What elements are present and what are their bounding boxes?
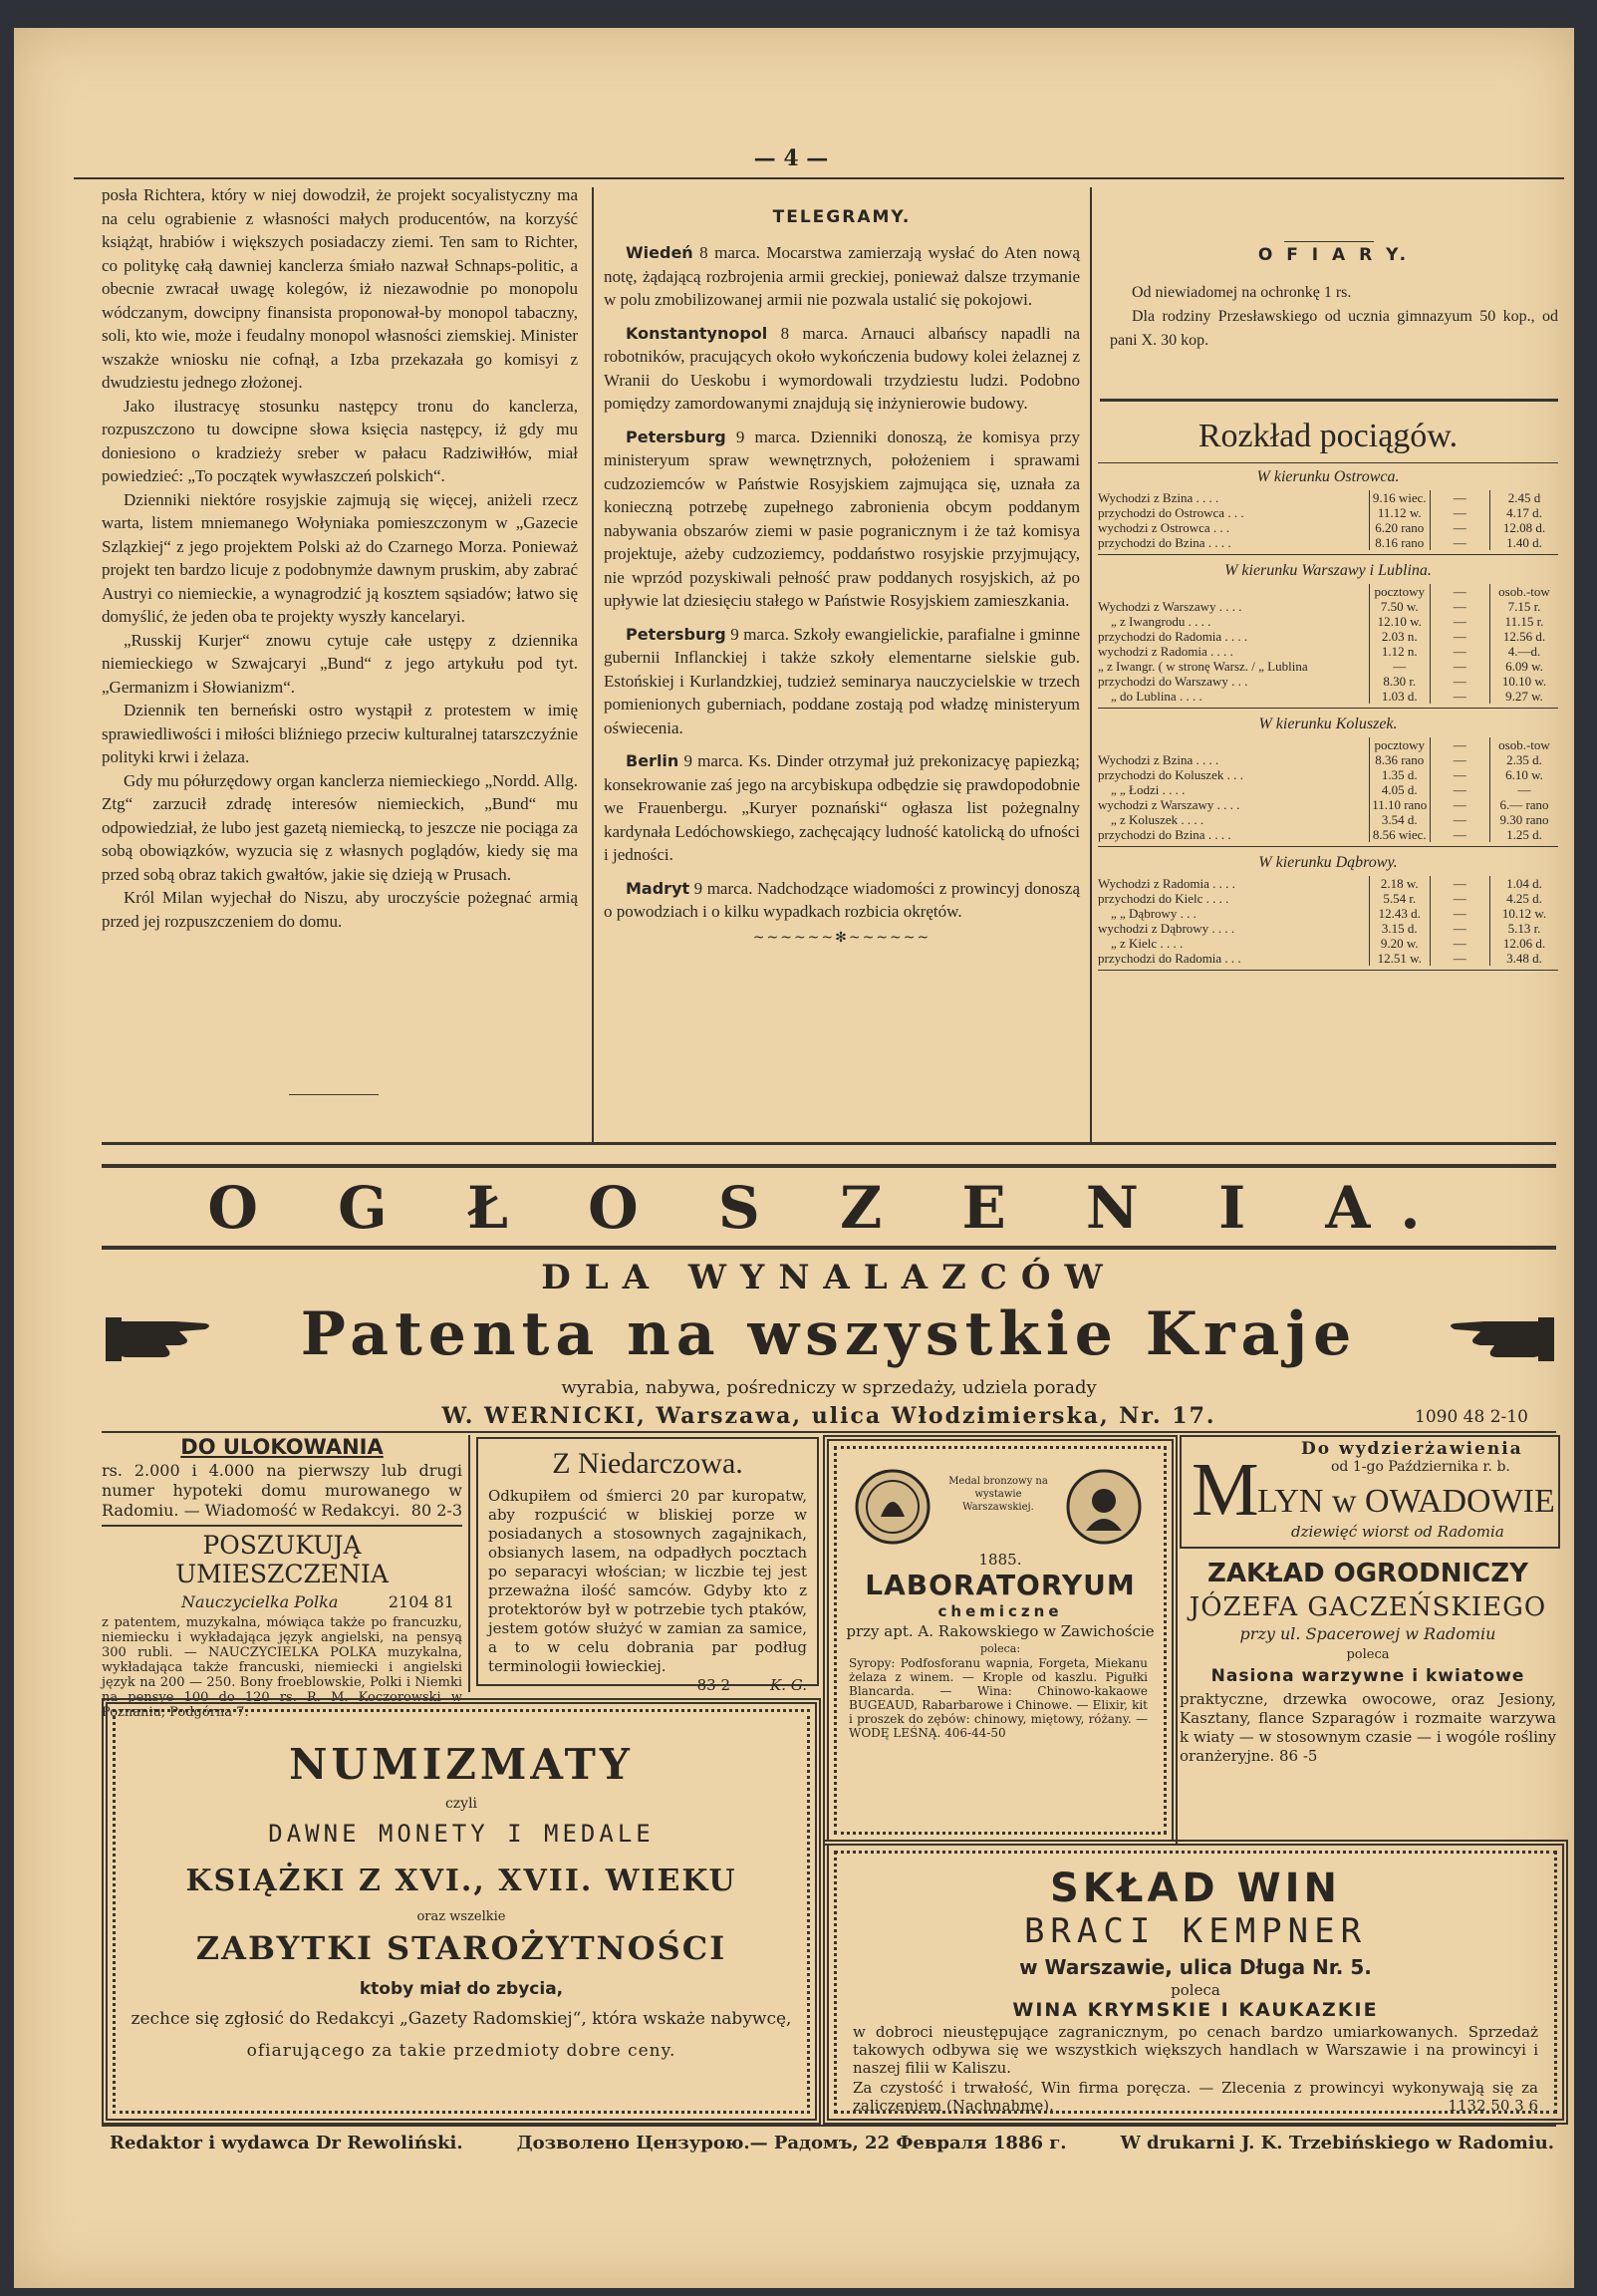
time-secondary: 7.15 r. <box>1489 599 1558 614</box>
telegram-item <box>604 749 1080 867</box>
time-primary: — <box>1369 659 1431 674</box>
time-secondary: 11.15 r. <box>1489 614 1558 629</box>
mlyn-subtitle: dziewięć wiorst od Radomia <box>1291 1523 1504 1541</box>
sklad-wines: WINA KRYMSKIE I KAUKAZKIE <box>1012 1999 1379 2021</box>
lab-text <box>849 1656 1148 1740</box>
timetable-row <box>1098 921 1558 936</box>
time-secondary: 12.56 d. <box>1489 629 1558 644</box>
time-secondary: 4.25 d. <box>1489 891 1558 906</box>
timetable-row <box>1098 505 1558 520</box>
time-primary: 8.36 rano <box>1369 752 1431 767</box>
station-label: wychodzi z Dąbrowy . . . . <box>1098 921 1235 936</box>
lab-subtitle: chemiczne <box>937 1602 1063 1620</box>
time-primary: 8.16 rano <box>1369 535 1431 550</box>
mlyn-title: LYN w OWADOWIE <box>1257 1483 1555 1520</box>
telegram-city: Konstantynopol <box>626 323 768 343</box>
numizmaty-line6: ofiarującego za takie przedmioty dobre ceny. <box>246 2041 676 2061</box>
small-ads-column <box>102 1435 462 1720</box>
newspaper-page <box>14 28 1574 2288</box>
separator: — <box>1453 767 1466 782</box>
time-primary: 12.10 w. <box>1369 614 1431 629</box>
lab-code: 406-44-50 <box>944 1726 1006 1740</box>
timetable-section-rule <box>1098 846 1558 847</box>
station-label <box>1098 584 1369 599</box>
station-label: „ z Iwangrodu . . . . <box>1098 614 1211 629</box>
page-number: — 4 — <box>753 145 829 171</box>
banner-bottom-rule <box>102 1246 1556 1250</box>
umieszczenia-text: z patentem, muzykalna, mówiąca także po francuzku, niemiecku i wykładająca język angielski, na pensyą 300 rubli. — NAUCZYCIELKA POLKA muzykalna, wykładająca także francuski, niemiecki i angielski język na 200 — 250. Bony froeblowskie, Polki i Niemki na pensye 100 do 120 rs. R. M. Koczorowski w Poznaniu, Podgórna 7. <box>102 1615 462 1720</box>
time-secondary: 3.48 d. <box>1489 951 1558 966</box>
separator: — <box>1453 921 1466 936</box>
station-label: Wychodzi z Bzina . . . . <box>1098 752 1219 767</box>
ogrodniczy-ad <box>1180 1553 1556 1852</box>
ogrodniczy-poleca: poleca <box>1346 1647 1390 1662</box>
patent-line2: Patenta na wszystkie Kraje <box>300 1299 1358 1369</box>
separator: — <box>1453 535 1466 550</box>
timetable-header-row <box>1098 584 1558 599</box>
niedarczowa-signature: K. G. <box>770 1676 807 1694</box>
banner-top-rule <box>102 1164 1556 1168</box>
time-secondary: 12.08 d. <box>1489 520 1558 535</box>
station-label: wychodzi z Radomia . . . . <box>1098 644 1233 659</box>
station-label: przychodzi do Warszawy . . . <box>1098 674 1248 689</box>
telegram-text: 8 marca. Arnauci albańscy napadli na robotników, pracujących około wykończenia budowy kolei żelaznej z Wranii do Ueskobu i wymordowali trzydziestu ludzi. Podobno pomiędzy zamordowanymi znajdują się inżynierowie budowy. <box>604 323 1080 413</box>
station-label: „ „ Łodzi . . . . <box>1098 782 1186 797</box>
medal-text: Medal bronzowy na wystawie Warszawskiej. <box>948 1476 1048 1513</box>
time-primary: 12.51 w. <box>1369 951 1431 966</box>
sklad-text2 <box>853 2079 1538 2115</box>
sklad-poleca: poleca <box>1171 1981 1220 1999</box>
sklad-code: 1132 50 3 6 <box>1448 2097 1538 2115</box>
ogrodniczy-title1: ZAKŁAD OGRODNICZY <box>1207 1559 1528 1588</box>
time-secondary: — <box>1489 782 1558 797</box>
time-primary: 2.18 w. <box>1369 876 1431 891</box>
time-primary: 9.16 wiec. <box>1369 490 1431 505</box>
station-label <box>1098 737 1369 752</box>
patent-code: 1090 48 2-10 <box>1415 1407 1528 1427</box>
timetable-row <box>1098 812 1558 827</box>
station-label: przychodzi do Radomia . . . <box>1098 951 1241 966</box>
paragraph: Gdy mu półurzędowy organ kanclerza niemieckiego „Nordd. Allg. Ztg“ zarzucił zdradę interesów niemieckich, „Bund“ mu odpowiedział, że lubo jest gazetą niemiecką, to jeszcze nie pociąga za sobą obowiązków, wyzucia się z własnych poglądów, kiedy się ma przed sobą obraz takich gwałtów, jakie się dzieją w Prusach. <box>102 770 578 884</box>
separator: — <box>1453 782 1466 797</box>
column-divider <box>592 187 594 1144</box>
numizmaty-czyli: czyli <box>444 1796 478 1812</box>
separator: — <box>1453 737 1466 752</box>
separator: — <box>1453 797 1466 812</box>
telegram-item <box>604 623 1080 740</box>
station-label: „ z Iwangr. ( w stronę Warsz. / „ Lublina <box>1098 659 1308 674</box>
station-label: Wychodzi z Radomia . . . . <box>1098 876 1235 891</box>
patent-line1: DLA WYNALAZCÓW <box>541 1258 1117 1297</box>
separator: — <box>1453 490 1466 505</box>
station-label: przychodzi do Radomia . . . . <box>1098 629 1248 644</box>
time-secondary: 10.12 w. <box>1489 906 1558 921</box>
footer <box>110 2133 1554 2153</box>
patent-line3: wyrabia, nabywa, pośredniczy w sprzedaży, udziela porady <box>561 1377 1097 1398</box>
time-primary: 8.30 r. <box>1369 674 1431 689</box>
station-label: „ do Lublina . . . . <box>1098 689 1202 704</box>
telegram-item <box>604 426 1080 613</box>
station-label: przychodzi do Kielc . . . . <box>1098 891 1229 906</box>
timetable-section-title: W kierunku Ostrowca. <box>1256 468 1400 485</box>
sklad-text2-body: Za czystość i trwałość, Win firma poręcza. — Zlecenia z prowincyi wykonywają się za zaliczeniem (Nachnahme). <box>853 2079 1538 2115</box>
rule <box>1098 462 1558 463</box>
timetable-row <box>1098 797 1558 812</box>
time-secondary: 1.40 d. <box>1489 535 1558 550</box>
patent-ad <box>100 1254 1558 1433</box>
time-secondary: 10.10 w. <box>1489 674 1558 689</box>
station-label: „ z Koluszek . . . . <box>1098 812 1204 827</box>
numizmaty-line4: ktoby miał do zbycia, <box>359 1979 564 1999</box>
separator: — <box>1453 629 1466 644</box>
niedarczowa-code: 83 2 <box>696 1676 731 1694</box>
sklad-address: w Warszawie, ulica Długa Nr. 5. <box>1019 1955 1372 1979</box>
telegram-item <box>604 877 1080 924</box>
time-primary: 11.10 rano <box>1369 797 1431 812</box>
ogrodniczy-text <box>1180 1690 1556 1766</box>
ogrodniczy-product: Nasiona warzywne i kwiatowe <box>1210 1666 1525 1686</box>
paragraph: Jako ilustracyę stosunku następcy tronu do kanclerza, rozpuszczono tu dowcipne słowa księcia następcy, iż gdy mu doniesiono o kradzieży sreber w pałacu Radziwiłłów, miał powiedzieć: „To początek wywłaszczeń polskich“. <box>102 396 578 485</box>
timetable-row <box>1098 891 1558 906</box>
umieszczenia-subline <box>102 1592 462 1611</box>
mlyn-top: Do wydzierżawienia <box>1301 1439 1523 1459</box>
time-secondary: 9.27 w. <box>1489 689 1558 704</box>
station-label: Wychodzi z Warszawy . . . . <box>1098 599 1242 614</box>
ads-banner: O G Ł O S Z E N I A. <box>207 1174 1451 1242</box>
separator: — <box>1453 876 1466 891</box>
mlyn-ad <box>1180 1435 1560 1549</box>
lab-poleca: poleca: <box>979 1642 1021 1655</box>
time-secondary: 4.17 d. <box>1489 505 1558 520</box>
ulokowania-text <box>102 1461 462 1521</box>
separator: — <box>1453 599 1466 614</box>
ofiary-heading: O F I A R Y. <box>1257 245 1411 265</box>
time-primary: 12.43 d. <box>1369 906 1431 921</box>
footer-editor: Redaktor i wydawca Dr Rewoliński. <box>110 2133 463 2153</box>
time-secondary: 6.10 w. <box>1489 767 1558 782</box>
column-divider <box>1090 187 1092 1144</box>
timetable-row <box>1098 689 1558 704</box>
medal-icon <box>853 1467 932 1547</box>
ulokowania-title: DO ULOKOWANIA <box>180 1435 384 1459</box>
telegrams-column <box>604 207 1080 946</box>
station-label: „ „ Dąbrowy . . . <box>1098 906 1197 921</box>
niedarczowa-ad <box>476 1437 819 1694</box>
station-label: przychodzi do Koluszek . . . <box>1098 767 1243 782</box>
numizmaty-line1: DAWNE MONETY I MEDALE <box>268 1820 655 1848</box>
time-primary: 3.54 d. <box>1369 812 1431 827</box>
timetable-row <box>1098 629 1558 644</box>
timetable-row <box>1098 520 1558 535</box>
time-secondary: 9.30 rano <box>1489 812 1558 827</box>
separator: — <box>1453 505 1466 520</box>
telegram-city: Petersburg <box>626 624 726 644</box>
separator: — <box>1453 659 1466 674</box>
separator: — <box>1453 584 1466 599</box>
timetable-row <box>1098 951 1558 966</box>
section-rule <box>102 1431 1556 1433</box>
footer-rule <box>102 2125 1556 2127</box>
sklad-text1: w dobroci nieustępujące zagranicznym, po cenach bardzo umiarkowanych. Sprzedaż takowych odbywa się we wszystkich większych handlach w Warszawie i na prowincyi i naszej filii w Kaliszu. <box>853 2023 1538 2077</box>
ogrodniczy-body: praktyczne, drzewka owocowe, oraz Jesiony, Kasztany, flance Szparagów i rozmaite warzywa k wiaty — w stosownym czasie — i wogóle rośliny oranżeryjne. <box>1180 1690 1556 1765</box>
separator: — <box>1453 644 1466 659</box>
telegram-text: 9 marca. Nadchodzące wiadomości z prowincyj donoszą o powodziach i o kilku wypadkach rozbicia okrętów. <box>604 878 1081 921</box>
time-secondary: 6.09 w. <box>1489 659 1558 674</box>
ofiary-line: Od niewiadomej na ochronkę 1 rs. <box>1132 284 1352 301</box>
patent-line4: W. WERNICKI, Warszawa, ulica Włodzimierska, Nr. 17. <box>441 1403 1216 1429</box>
ulokowania-code: 80 2-3 <box>410 1501 462 1520</box>
time-primary: 1.03 d. <box>1369 689 1431 704</box>
left-column <box>102 183 578 933</box>
footer-printer: W drukarni J. K. Trzebińskiego w Radomiu. <box>1120 2133 1554 2153</box>
paragraph: Dzienniki niektóre rosyjskie zajmują się więcej, aniżeli rzecz warta, listem mniemanego Wołyniaka pomieszczonym w „Gazecie Szlązkiej“ z jego projektem Polski aż do Czarnego Morza. Ponieważ projekt ten bardzo licuje z podobnymże dawnym pruskim, aby zabrać Austryi co niemieckie, a wynagrodzić ją kosztem sąsiadów; łatwo się domyślić, że jeden oba te projekty wyszły kancelaryi. <box>102 489 578 626</box>
time-primary: 1.12 n. <box>1369 644 1431 659</box>
lab-body: Syropy: Podfosforanu wapnia, Forgeta, Miekanu żelaza z winem. — Krople od kaszlu. Pigułki Blancarda. — Wina: Chinowo-kakaowe BUGEAUD, Rabarbarowe i Chinowe. — Elixir, kit i proszek do zębów: chinowy, miętowy, różany. — WODĘ LEŚNĄ. <box>849 1656 1148 1740</box>
timetable-sections <box>1098 469 1558 971</box>
column-divider <box>468 1435 470 1692</box>
separator: — <box>1453 614 1466 629</box>
ogrodniczy-title2: JÓZEFA GACZEŃSKIEGO <box>1189 1592 1547 1622</box>
station-label: przychodzi do Bzina . . . . <box>1098 535 1231 550</box>
timetable-row <box>1098 752 1558 767</box>
telegram-text: 9 marca. Ks. Dinder otrzymał już prekonizacyę papiezką; konsekrowanie zaś jego na arcybiskupa odbędzie się prawdopodobnie we Frauenbergu. „Kuryer poznański“ ogłasza list pożegnalny kardynała Ledóchowskiego, zachęcający ludność katolicką do ufności i jedności. <box>604 751 1080 864</box>
lab-year: 1885. <box>978 1551 1022 1569</box>
lab-owner: przy apt. A. Rakowskiego w Zawichoście <box>846 1622 1155 1640</box>
numizmaty-ad <box>102 1698 821 2125</box>
timetable-section-rule <box>1098 708 1558 709</box>
time-primary: 6.20 rano <box>1369 520 1431 535</box>
telegram-text: 9 marca. Szkoły ewangielickie, parafialne i gminne gubernii Inflanckiej i także szkoły elementarne sielskie gub. Estońskiej i Kurlandzkiej, tudzież seminarya nauczycielskie w trzech pomienionych guberniach, poddane zostają pod władzę ministeryum oświecenia. <box>604 624 1080 737</box>
timetable-section-title: W kierunku Koluszek. <box>1258 716 1398 732</box>
niedarczowa-title: Z Niedarczowa. <box>552 1447 743 1480</box>
section-rule <box>102 1142 1556 1145</box>
telegram-city: Madryt <box>626 878 690 898</box>
laboratorium-ad <box>823 1435 1178 1846</box>
numizmaty-line5: zechce się zgłosić do Redakcyi „Gazety Radomskiej“, która wskaże nabywcę, <box>131 2009 792 2029</box>
mlyn-title-initial: M <box>1192 1448 1259 1532</box>
paragraph: posła Richtera, który w niej dowodził, że projekt socyalistyczny ma na celu ograbienie z własności małych producentów, na korzyść książąt, hrabiów i większych posiadaczy ziemi. Ten sam to Richter, co politykę całą dawniej kanclerza śmiało nazwał Schnaps-politic, a obecnie zwracał uwagę kolegów, iż niezawodnie po monopolu wódczanym, dowcipny finansista proponował-by monopol tabaczny, soli, kto wie, może i feudalny monopol własności ziemskiej. Minister wszakże wniosku nie cofnął, a Izba przekazała go komisyi z dwudziestu jednego złożonej. <box>102 185 578 392</box>
time-primary: 5.54 r. <box>1369 891 1431 906</box>
top-rule <box>74 177 1564 179</box>
time-secondary: 2.35 d. <box>1489 752 1558 767</box>
mlyn-date: od 1-go Października r. b. <box>1331 1459 1510 1475</box>
timetable-row <box>1098 614 1558 629</box>
separator: — <box>1453 689 1466 704</box>
station-label: przychodzi do Ostrowca . . . <box>1098 505 1244 520</box>
time-secondary: 12.06 d. <box>1489 936 1558 951</box>
timetable-row <box>1098 876 1558 891</box>
timetable-header-row <box>1098 737 1558 752</box>
timetable-row <box>1098 490 1558 505</box>
time-secondary: 1.25 d. <box>1489 827 1558 842</box>
time-primary: 4.05 d. <box>1369 782 1431 797</box>
timetable-row <box>1098 644 1558 659</box>
numizmaty-line3: ZABYTKI STAROŻYTNOŚCI <box>195 1929 727 1967</box>
time-primary: 3.15 d. <box>1369 921 1431 936</box>
time-secondary: 1.04 d. <box>1489 876 1558 891</box>
station-label: Wychodzi z Bzina . . . . <box>1098 490 1219 505</box>
niedarczowa-text: Odkupiłem od śmierci 20 par kuropatw, aby rozpuścić w bliskiej porze w posiadanych a stosownych zagajnikach, obsianych lasem, na odpadłych pocztach po separacyi włościan; w liczbie tej jest przeważna ilość samców. Gdyby kto z protektorów był w potrzebie tych ptaków, jestem gotów służyć w zamian za samice, a to w celu dobrania par podług terminologii łowieckiej. <box>488 1487 807 1675</box>
separator: — <box>1453 827 1466 842</box>
timetable-section-rule <box>1098 970 1558 971</box>
separator: — <box>1453 906 1466 921</box>
separator: — <box>1453 936 1466 951</box>
telegram-item <box>604 322 1080 416</box>
time-secondary: 4.—d. <box>1489 644 1558 659</box>
sklad-firm: BRACI KEMPNER <box>1023 1911 1368 1951</box>
time-primary: 9.20 w. <box>1369 936 1431 951</box>
timetable-row <box>1098 674 1558 689</box>
ogrodniczy-code: 86 -5 <box>1278 1747 1318 1765</box>
time-primary: pocztowy <box>1369 584 1431 599</box>
timetable-row <box>1098 782 1558 797</box>
timetable-row <box>1098 767 1558 782</box>
section-rule <box>1100 399 1558 402</box>
time-primary: pocztowy <box>1369 737 1431 752</box>
time-primary: 8.56 wiec. <box>1369 827 1431 842</box>
ogrodniczy-address: przy ul. Spacerowej w Radomiu <box>1239 1624 1496 1643</box>
station-label: wychodzi z Warszawy . . . . <box>1098 797 1240 812</box>
time-secondary: osob.-tow <box>1489 584 1558 599</box>
sklad-title: SKŁAD WIN <box>1049 1866 1342 1911</box>
paragraph: „Russkij Kurjer“ znowu cytuje całe ustępy z dziennika niemieckiego w Szwajcaryi „Bund“ z jego artykułu pod tyt. „Germanizm i Słowianizm“. <box>102 630 578 697</box>
numizmaty-line2: KSIĄŻKI Z XVI., XVII. WIEKU <box>185 1864 737 1898</box>
timetable <box>1098 413 1558 971</box>
timetable-row <box>1098 599 1558 614</box>
paragraph: Dziennik ten berneński ostro wystąpił z protestem w imię sprawiedliwości i miłości bliźniego przeciw kulturalnej tatarszczyźnie polityki krwi i żelaza. <box>102 701 578 766</box>
telegrams-heading: TELEGRAMY. <box>772 207 912 227</box>
medal-portrait-icon <box>1064 1467 1144 1547</box>
umieszczenia-code: 2104 81 <box>388 1592 454 1611</box>
timetable-row <box>1098 535 1558 550</box>
station-label: „ z Kielc . . . . <box>1098 936 1184 951</box>
telegram-city: Wiedeń <box>626 243 693 262</box>
umieszczenia-subtitle: Nauczycielka Polka <box>181 1592 339 1611</box>
station-label: wychodzi z Ostrowca . . . <box>1098 520 1230 535</box>
separator: — <box>1453 752 1466 767</box>
ulokowania-body: rs. 2.000 i 4.000 na pierwszy lub drugi numer hypoteki domu murowanego w Radomiu. — Wiadomość w Redakcyi. <box>102 1461 462 1520</box>
umieszczenia-title: POSZUKUJĄ UMIESZCZENIA <box>175 1531 389 1588</box>
time-primary: 11.12 w. <box>1369 505 1431 520</box>
timetable-section-title: W kierunku Warszawy i Lublina. <box>1224 562 1432 579</box>
time-secondary: osob.-tow <box>1489 737 1558 752</box>
telegram-text: 9 marca. Dzienniki donoszą, że komisya przy ministeryum spraw wewnętrznych, położeniem i sprawami cudzoziemców w Państwie Rosyjskiem zajmująca się, uznała za konieczną potrzebę zupełnego zabronienia obcym poddanym nabywania obszarów ziemi w pasie pogranicznym i że taż komisya projektuje, ażeby cudzoziemcy, poddaństwo rosyjskie przyjmujący, nie wprzód pozyskiwali pełność praw poddanych rosyjskich, aż po upływie lat dziesięciu stałego w Państwie Rosyjskiem zamieszkania. <box>604 427 1081 610</box>
separator: — <box>1453 674 1466 689</box>
timetable-heading: Rozkład pociągów. <box>1198 418 1459 454</box>
separator: — <box>1453 520 1466 535</box>
ornament-divider-icon: ~~~~~~✻~~~~~~ <box>752 929 932 946</box>
numizmaty-oraz: oraz wszelkie <box>416 1909 506 1924</box>
timetable-section-rule <box>1098 554 1558 555</box>
telegram-city: Berlin <box>626 751 679 770</box>
niedarczowa-signoff <box>478 1676 817 1694</box>
paragraph: Król Milan wyjechał do Niszu, aby uroczyście pożegnać armią przed jej rozpuszczeniem do domu. <box>102 888 578 931</box>
telegram-text: 8 marca. Mocarstwa zamierzają wysłać do Aten nową notę, żądającą rozbrojenia armii greckiej, ponieważ dalsze trzymanie w polu zmobilizowanej armii nie pozwala ustalić się pokojowi. <box>604 243 1081 309</box>
ofiary-top-rule <box>1284 241 1374 242</box>
timetable-row <box>1098 827 1558 842</box>
sklad-win-ad <box>823 1840 1568 2125</box>
timetable-row <box>1098 659 1558 674</box>
telegram-item <box>604 241 1080 312</box>
column-end-rule <box>289 1094 379 1095</box>
time-secondary: 2.45 d <box>1489 490 1558 505</box>
footer-censorship: Дозволено Цензурою.— Радомъ, 22 Февраля 1886 г. <box>516 2133 1067 2153</box>
separator: — <box>1453 951 1466 966</box>
time-primary: 2.03 n. <box>1369 629 1431 644</box>
time-secondary: 5.13 r. <box>1489 921 1558 936</box>
lab-title: LABORATORYUM <box>865 1569 1136 1601</box>
timetable-section-title: W kierunku Dąbrowy. <box>1258 854 1398 871</box>
timetable-row <box>1098 936 1558 951</box>
ofiary-section <box>1110 245 1558 353</box>
timetable-row <box>1098 906 1558 921</box>
telegram-city: Petersburg <box>626 427 726 446</box>
time-secondary: 6.— rano <box>1489 797 1558 812</box>
separator: — <box>1453 891 1466 906</box>
ofiary-line: Dla rodziny Przesławskiego od ucznia gimnazyum 50 kop., od pani X. 30 kop. <box>1110 308 1558 349</box>
numizmaty-title: NUMIZMATY <box>289 1740 634 1789</box>
separator: — <box>1453 812 1466 827</box>
station-label: przychodzi do Bzina . . . . <box>1098 827 1231 842</box>
time-primary: 7.50 w. <box>1369 599 1431 614</box>
time-primary: 1.35 d. <box>1369 767 1431 782</box>
rule <box>102 1525 462 1527</box>
